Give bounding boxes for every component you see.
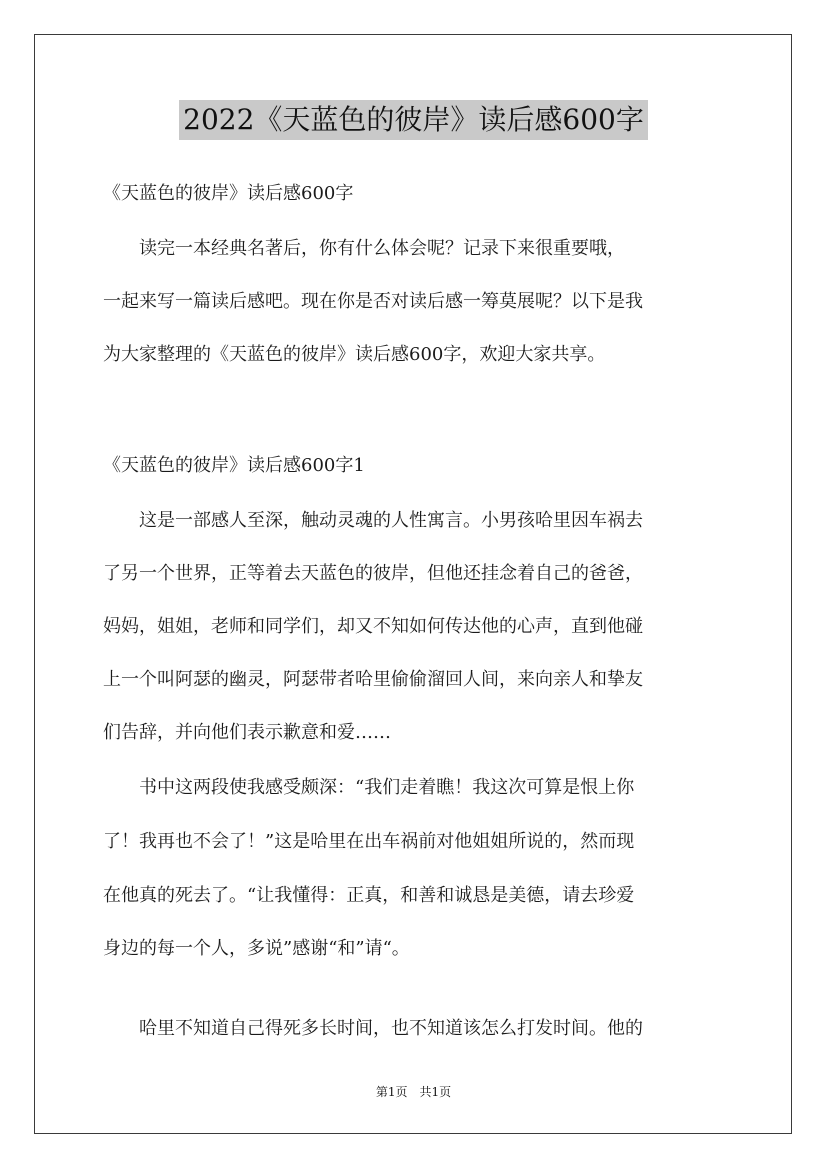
intro-line: 读完一本经典名著后，你有什么体会呢？记录下来很重要哦， — [103, 238, 625, 259]
intro-line: 一起来写一篇读后感吧。现在你是否对读后感一筹莫展呢？以下是我 — [103, 291, 643, 312]
document-title: 2022《天蓝色的彼岸》读后感600字 — [179, 100, 648, 140]
paragraph-line: 上一个叫阿瑟的幽灵，阿瑟带者哈里偷偷溜回人间，来向亲人和挚友 — [103, 669, 643, 690]
section-heading: 《天蓝色的彼岸》读后感600字1 — [103, 455, 365, 476]
paragraph-line: 了另一个世界，正等着去天蓝色的彼岸，但他还挂念着自己的爸爸， — [103, 563, 643, 584]
paragraph-line: 哈里不知道自己得死多长时间，也不知道该怎么打发时间。他的 — [103, 1018, 643, 1039]
paragraph-line: 这是一部感人至深，触动灵魂的人性寓言。小男孩哈里因车祸去 — [103, 510, 643, 531]
paragraph-line: 在他真的死去了。“让我懂得：正真，和善和诚恳是美德，请去珍爱 — [103, 885, 635, 906]
title-container — [0, 100, 827, 140]
paragraph-line: 书中这两段使我感受颇深：“我们走着瞧！我这次可算是恨上你 — [103, 777, 635, 798]
paragraph-line: 了！我再也不会了！”这是哈里在出车祸前对他姐姐所说的，然而现 — [103, 831, 635, 852]
subtitle: 《天蓝色的彼岸》读后感600字 — [103, 183, 354, 204]
intro-line: 为大家整理的《天蓝色的彼岸》读后感600字，欢迎大家共享。 — [103, 344, 606, 365]
paragraph-line: 身边的每一个人，多说”感谢“和”请“。 — [103, 938, 410, 959]
paragraph-line: 们告辞，并向他们表示歉意和爱…… — [103, 722, 391, 743]
paragraph-line: 妈妈，姐姐，老师和同学们，却又不知如何传达他的心声，直到他碰 — [103, 616, 643, 637]
page-footer: 第1页 共1页 — [375, 1085, 452, 1099]
